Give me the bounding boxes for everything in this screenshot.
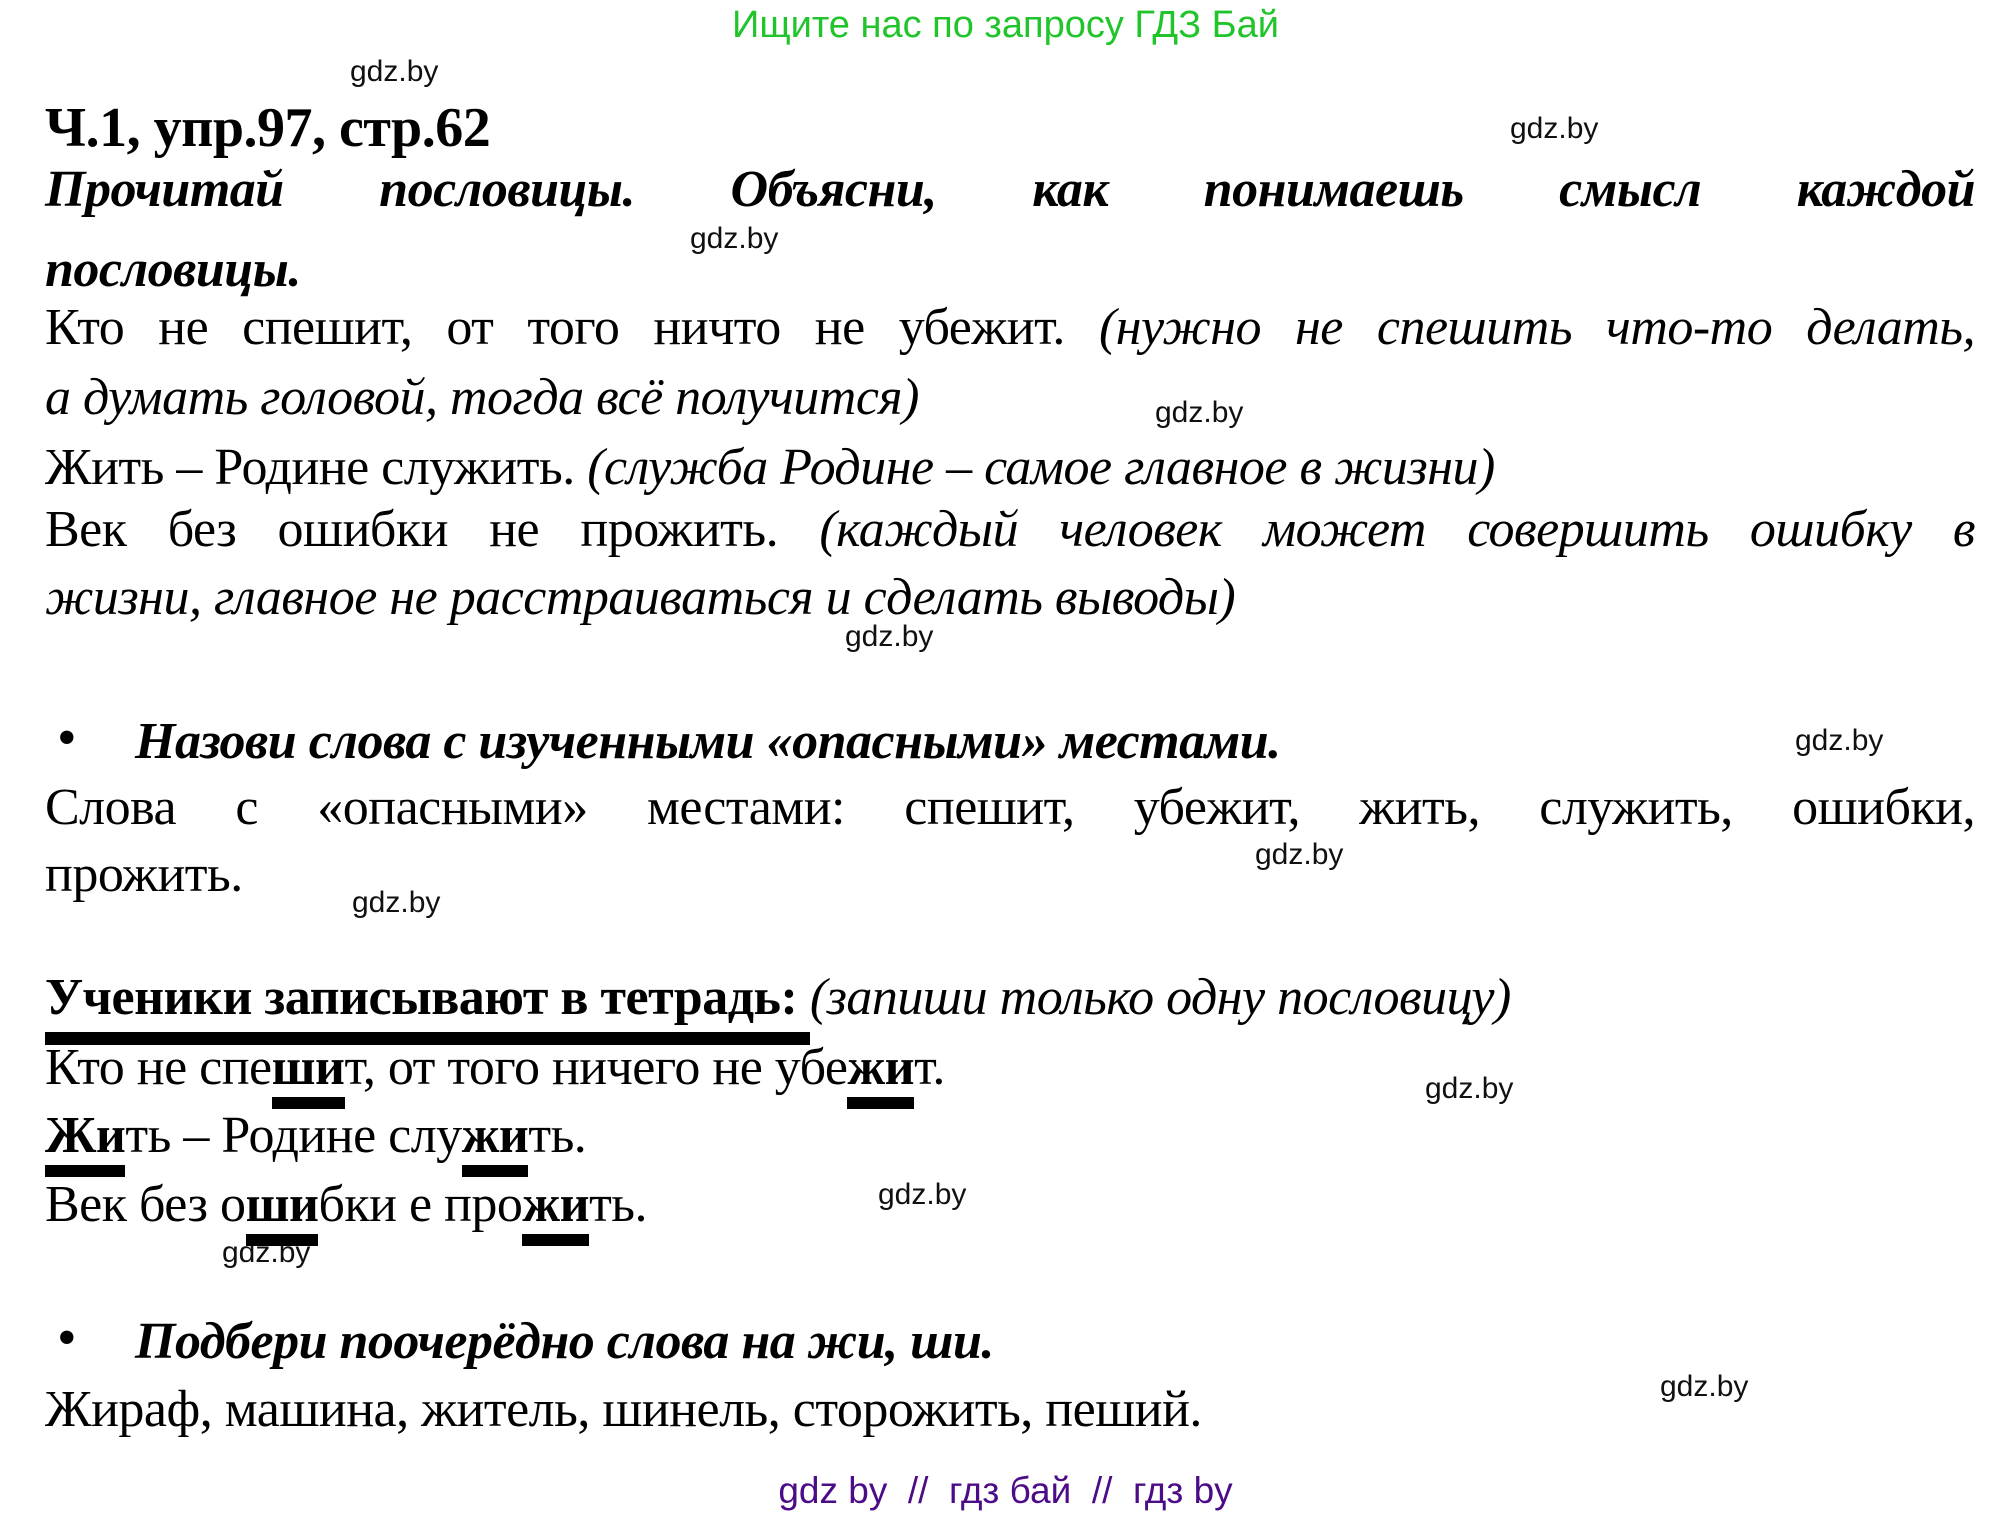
text-run: ть. xyxy=(528,1107,587,1164)
highlighted-letters: жи xyxy=(522,1176,589,1246)
footer-links-text: gdz by // гдз бай // гдз by xyxy=(778,1470,1233,1511)
text-run: ть. xyxy=(589,1176,648,1233)
text-run: т, от того ничего не убе xyxy=(344,1039,848,1096)
gdz-watermark: gdz.by xyxy=(845,620,934,653)
proverb-1-line-2: а думать головой, тогда всё получится) xyxy=(45,369,919,426)
answer-1-line-1: Слова с «опасными» местами: спешит, убежит, жить, служить, ошибки, xyxy=(45,779,1975,836)
proverb-1-explanation: (нужно не спешить что-то делать, xyxy=(1098,299,1975,356)
notebook-heading: Ученики записывают в тетрадь: xyxy=(45,969,810,1045)
subtask-1-title: Назови слова с изученными «опасными» местами. xyxy=(135,713,1281,770)
promo-banner: Ищите нас по запросу ГДЗ Бай xyxy=(732,4,1279,46)
highlighted-letters: ши xyxy=(272,1039,345,1109)
proverb-2-explanation: (служба Родине – самое главное в жизни) xyxy=(587,439,1495,496)
gdz-watermark: gdz.by xyxy=(352,886,441,919)
notebook-proverb-3 xyxy=(45,1175,1975,1235)
notebook-proverb-1 xyxy=(45,1038,1975,1098)
proverb-2-line xyxy=(45,438,1975,498)
gdz-watermark: gdz.by xyxy=(690,222,779,255)
subtask-2 xyxy=(45,1307,1975,1372)
highlighted-letters: ши xyxy=(246,1176,319,1246)
highlighted-letters: жи xyxy=(462,1107,529,1177)
gdz-watermark: gdz.by xyxy=(878,1178,967,1211)
text-run: бки е про xyxy=(318,1176,523,1233)
text-run: ть – Родине слу xyxy=(125,1107,462,1164)
text-run: Кто не спе xyxy=(45,1039,272,1096)
proverb-3-line-1 xyxy=(45,500,1975,560)
proverb-1-line-1 xyxy=(45,298,1975,358)
task-instruction-line-1: Прочитай пословицы. Объясни, как понимаешь смысл каждой xyxy=(45,161,1975,218)
proverb-3-explanation: (каждый человек может совершить ошибку в xyxy=(819,501,1975,558)
gdz-watermark: gdz.by xyxy=(350,55,439,88)
bullet-icon: • xyxy=(57,1307,77,1369)
notebook-heading-line xyxy=(45,968,1975,1028)
answer-1-line-2: прожить. xyxy=(45,846,243,903)
highlighted-letters: жи xyxy=(847,1039,914,1109)
gdz-watermark: gdz.by xyxy=(1255,838,1344,871)
gdz-watermark: gdz.by xyxy=(1425,1072,1514,1105)
proverb-1-text: Кто не спешит, от того ничто не убежит. xyxy=(45,299,1099,356)
text-run: т. xyxy=(914,1039,945,1096)
gdz-watermark: gdz.by xyxy=(1795,724,1884,757)
bullet-icon: • xyxy=(57,707,77,769)
text-run: Век без о xyxy=(45,1176,246,1233)
notebook-proverb-2 xyxy=(45,1106,1975,1166)
proverb-3-text: Век без ошибки не прожить. xyxy=(45,501,820,558)
subtask-1 xyxy=(45,707,1975,772)
proverb-3-line-2: жизни, главное не расстраиваться и сделать выводы) xyxy=(45,569,1236,626)
gdz-watermark: gdz.by xyxy=(222,1236,311,1269)
highlighted-letters: Жи xyxy=(45,1107,125,1177)
subtask-2-title: Подбери поочерёдно слова на жи, ши. xyxy=(135,1313,994,1370)
gdz-watermark: gdz.by xyxy=(1660,1370,1749,1403)
exercise-title: Ч.1, упр.97, стр.62 xyxy=(45,97,491,159)
notebook-note: (запиши только одну пословицу) xyxy=(809,969,1511,1026)
gdz-watermark: gdz.by xyxy=(1155,396,1244,429)
task-instruction-line-2: пословицы. xyxy=(45,241,301,298)
answer-2-line: Жираф, машина, житель, шинель, сторожить, пеший. xyxy=(45,1381,1202,1438)
proverb-2-text: Жить – Родине служить. xyxy=(45,439,588,496)
gdz-watermark: gdz.by xyxy=(1510,112,1599,145)
